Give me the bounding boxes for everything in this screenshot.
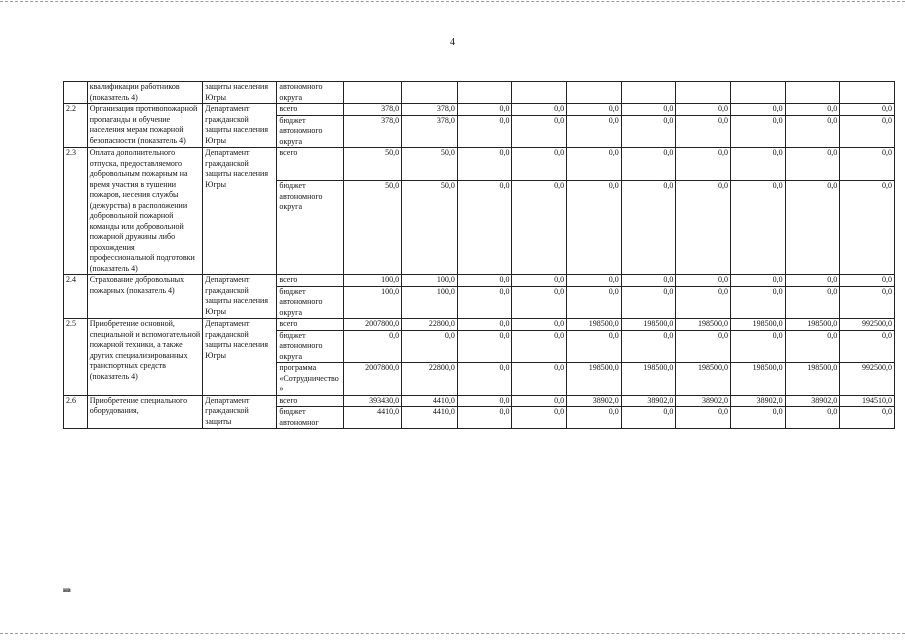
amount-cell: 50,0: [344, 148, 402, 181]
amount-cell: 0,0: [621, 286, 676, 319]
amount-cell: 992500,0: [840, 363, 895, 396]
amount-cell: [344, 82, 402, 104]
amount-cell: [676, 82, 731, 104]
amount-cell: 0,0: [785, 104, 840, 116]
amount-cell: 0,0: [731, 115, 786, 148]
amount-cell: 50,0: [402, 148, 458, 181]
amount-cell: 0,0: [785, 115, 840, 148]
amount-cell: 992500,0: [840, 319, 895, 331]
amount-cell: 198500,0: [567, 319, 622, 331]
table-row: [64, 82, 895, 104]
amount-cell: 198500,0: [567, 363, 622, 396]
amount-cell: 38902,0: [785, 395, 840, 407]
amount-cell: 22800,0: [402, 363, 458, 396]
amount-cell: 50,0: [344, 181, 402, 275]
amount-cell: 0,0: [840, 330, 895, 363]
amount-cell: 0,0: [840, 181, 895, 275]
amount-cell: 0,0: [512, 395, 567, 407]
amount-cell: 0,0: [457, 115, 512, 148]
funding-source: бюджет автономного округа: [277, 115, 344, 148]
amount-cell: 0,0: [567, 407, 622, 429]
amount-cell: [785, 82, 840, 104]
amount-cell: 0,0: [567, 286, 622, 319]
amount-cell: 0,0: [731, 407, 786, 429]
amount-cell: 0,0: [512, 181, 567, 275]
amount-cell: 0,0: [731, 148, 786, 181]
amount-cell: [512, 82, 567, 104]
amount-cell: 0,0: [457, 104, 512, 116]
funding-source: бюджет автономного округа: [277, 330, 344, 363]
amount-cell: 0,0: [344, 330, 402, 363]
amount-cell: 0,0: [840, 275, 895, 287]
row-index: 2.2: [64, 104, 88, 148]
funding-source: автономного округа: [277, 82, 344, 104]
amount-cell: 198500,0: [621, 363, 676, 396]
funding-source: всего: [277, 148, 344, 181]
amount-cell: 0,0: [621, 115, 676, 148]
amount-cell: 0,0: [785, 181, 840, 275]
amount-cell: [567, 82, 622, 104]
amount-cell: 2007800,0: [344, 319, 402, 331]
amount-cell: 38902,0: [567, 395, 622, 407]
amount-cell: 0,0: [621, 407, 676, 429]
amount-cell: [840, 82, 895, 104]
amount-cell: 0,0: [567, 104, 622, 116]
amount-cell: 0,0: [512, 330, 567, 363]
amount-cell: 0,0: [731, 330, 786, 363]
row-index: 2.4: [64, 275, 88, 319]
amount-cell: 0,0: [567, 181, 622, 275]
amount-cell: 0,0: [457, 275, 512, 287]
amount-cell: 0,0: [840, 104, 895, 116]
responsible-executor: защиты населения Югры: [203, 82, 277, 104]
amount-cell: 0,0: [621, 275, 676, 287]
amount-cell: 378,0: [344, 115, 402, 148]
amount-cell: 0,0: [512, 319, 567, 331]
amount-cell: 0,0: [676, 407, 731, 429]
activity-name: квалификации работников (показатель 4): [87, 82, 202, 104]
amount-cell: 0,0: [621, 181, 676, 275]
amount-cell: 0,0: [512, 275, 567, 287]
amount-cell: 100,0: [402, 275, 458, 287]
amount-cell: 198500,0: [676, 363, 731, 396]
amount-cell: 0,0: [457, 330, 512, 363]
amount-cell: 378,0: [402, 115, 458, 148]
table-body: [64, 82, 895, 429]
program-budget-table: [63, 81, 895, 429]
amount-cell: 0,0: [457, 148, 512, 181]
table-row: [64, 148, 895, 181]
amount-cell: 0,0: [567, 330, 622, 363]
amount-cell: 0,0: [457, 319, 512, 331]
amount-cell: 4410,0: [344, 407, 402, 429]
amount-cell: 38902,0: [731, 395, 786, 407]
row-index: 2.5: [64, 319, 88, 396]
amount-cell: 0,0: [785, 330, 840, 363]
amount-cell: 0,0: [731, 286, 786, 319]
amount-cell: 0,0: [567, 115, 622, 148]
funding-source: бюджет автономного округа: [277, 181, 344, 275]
amount-cell: 0,0: [457, 181, 512, 275]
amount-cell: [731, 82, 786, 104]
amount-cell: 198500,0: [621, 319, 676, 331]
activity-name: Приобретение специального оборудования,: [87, 395, 202, 429]
responsible-executor: Департамент гражданской защиты населения Югры: [203, 104, 277, 148]
amount-cell: [402, 82, 458, 104]
amount-cell: 0,0: [676, 104, 731, 116]
amount-cell: 0,0: [621, 330, 676, 363]
funding-source: всего: [277, 395, 344, 407]
amount-cell: 0,0: [512, 148, 567, 181]
amount-cell: 0,0: [785, 148, 840, 181]
amount-cell: 0,0: [676, 286, 731, 319]
footer-mark: нв: [63, 586, 71, 594]
amount-cell: 0,0: [676, 115, 731, 148]
amount-cell: 0,0: [731, 181, 786, 275]
amount-cell: 0,0: [567, 148, 622, 181]
amount-cell: 0,0: [621, 104, 676, 116]
funding-source: программа «Сотрудничество»: [277, 363, 344, 396]
amount-cell: 0,0: [512, 104, 567, 116]
amount-cell: 0,0: [676, 181, 731, 275]
amount-cell: 100,0: [344, 286, 402, 319]
amount-cell: 0,0: [457, 407, 512, 429]
amount-cell: 198500,0: [731, 363, 786, 396]
activity-name: Организация противопожарной пропаганды и обучение населения мерам пожарной безопасности (показатель 4): [87, 104, 202, 148]
responsible-executor: Департамент гражданской защиты населения Югры: [203, 319, 277, 396]
amount-cell: 0,0: [402, 330, 458, 363]
funding-source: бюджет автономного округа: [277, 286, 344, 319]
scan-edge-bottom: [0, 633, 905, 634]
activity-name: Оплата дополнительного отпуска, предоставляемого добровольным пожарным на время участия в тушении пожаров, несения службы (дежурства) в расположении добровольной пожарной команды или добровольной пожарной дружины либо прохождения профессиональной подготовки (показатель 4): [87, 148, 202, 275]
activity-name: Страхование добровольных пожарных (показатель 4): [87, 275, 202, 319]
amount-cell: 50,0: [402, 181, 458, 275]
table-row: [64, 395, 895, 407]
amount-cell: 0,0: [512, 407, 567, 429]
amount-cell: 0,0: [840, 407, 895, 429]
amount-cell: 100,0: [402, 286, 458, 319]
amount-cell: 0,0: [621, 148, 676, 181]
amount-cell: 198500,0: [785, 319, 840, 331]
amount-cell: 2007800,0: [344, 363, 402, 396]
table-row: [64, 319, 895, 331]
amount-cell: 393430,0: [344, 395, 402, 407]
amount-cell: 194510,0: [840, 395, 895, 407]
amount-cell: 4410,0: [402, 407, 458, 429]
page-number: 4: [450, 37, 455, 48]
amount-cell: 100,0: [344, 275, 402, 287]
amount-cell: 0,0: [676, 275, 731, 287]
amount-cell: 0,0: [457, 286, 512, 319]
row-index: 2.6: [64, 395, 88, 429]
amount-cell: 38902,0: [676, 395, 731, 407]
activity-name: Приобретение основной, специальной и вспомогательной пожарной техники, а также других специализированных транспортных средств (показатель 4): [87, 319, 202, 396]
amount-cell: 0,0: [785, 407, 840, 429]
amount-cell: 0,0: [512, 363, 567, 396]
amount-cell: 198500,0: [676, 319, 731, 331]
table-row: [64, 104, 895, 116]
amount-cell: 22800,0: [402, 319, 458, 331]
row-index: 2.3: [64, 148, 88, 275]
scan-edge-top: [0, 1, 905, 2]
amount-cell: 0,0: [840, 115, 895, 148]
amount-cell: 0,0: [676, 148, 731, 181]
responsible-executor: Департамент гражданской защиты населения Югры: [203, 148, 277, 275]
amount-cell: 0,0: [567, 275, 622, 287]
amount-cell: 198500,0: [785, 363, 840, 396]
table-row: [64, 275, 895, 287]
row-index: [64, 82, 88, 104]
amount-cell: 198500,0: [731, 319, 786, 331]
amount-cell: 38902,0: [621, 395, 676, 407]
amount-cell: [621, 82, 676, 104]
amount-cell: 0,0: [457, 395, 512, 407]
responsible-executor: Департамент гражданской защиты населения Югры: [203, 275, 277, 319]
amount-cell: 378,0: [344, 104, 402, 116]
funding-source: всего: [277, 275, 344, 287]
funding-source: всего: [277, 319, 344, 331]
amount-cell: 0,0: [457, 363, 512, 396]
amount-cell: 0,0: [512, 115, 567, 148]
amount-cell: 0,0: [512, 286, 567, 319]
funding-source: бюджет автономног: [277, 407, 344, 429]
amount-cell: 0,0: [676, 330, 731, 363]
amount-cell: 0,0: [785, 275, 840, 287]
amount-cell: 0,0: [731, 275, 786, 287]
amount-cell: 0,0: [785, 286, 840, 319]
amount-cell: 0,0: [840, 148, 895, 181]
amount-cell: 0,0: [840, 286, 895, 319]
amount-cell: 378,0: [402, 104, 458, 116]
amount-cell: 0,0: [731, 104, 786, 116]
amount-cell: 4410,0: [402, 395, 458, 407]
funding-source: всего: [277, 104, 344, 116]
amount-cell: [457, 82, 512, 104]
responsible-executor: Департамент гражданской защиты: [203, 395, 277, 429]
